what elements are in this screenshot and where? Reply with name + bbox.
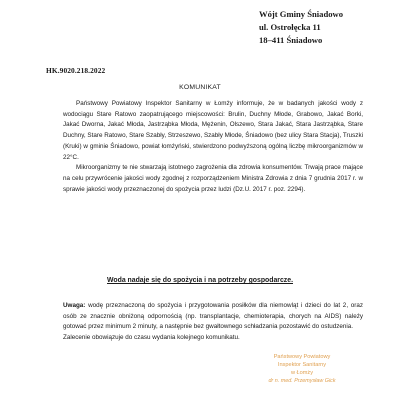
paragraph-assessment: Mikroorganizmy te nie stwarzają istotnego zagrożenia dla zdrowia konsumentów. Trwają prace mające na celu przywrócenie jakości wody zgodnej z rozporządzeniem Ministra Zdrowia z dnia 7 grudnia 2017 r. w sprawie jakości wody przeznaczonej do spożycia przez ludzi (Dz.U. 2017 r. poz. 2294). <box>63 164 363 193</box>
official-stamp <box>232 353 372 385</box>
stamp-line-1: Państwowy Powiatowy <box>273 354 331 360</box>
warning-paragraph <box>63 301 363 333</box>
warning-text: wodę przeznaczoną do spożycia i przygotowania posiłków dla niemowląt i dzieci do lat 2, oraz osób ze znacznie obniżoną odpornością (np. transplantacje, chemioterapia, chorych na AIDS) należy gotować przez minimum 2 minuty, a następnie bez gwałtownego schładzania pozostawić do ostudzenia. <box>63 302 363 331</box>
stamp-line-2: Inspektor Sanitarny <box>277 362 327 368</box>
paragraph-findings: Państwowy Powiatowy Inspektor Sanitarny w Łomży informuje, że w badanych jakości wody z wodociągu Stare Ratowo zaopatrującego miejscowości: Brulin, Duchny Młode, Grabowo, Jakać Borki, Jakać Dworna, Jakać Młoda, Jastrząbka Młoda, Mężenin, Olszewo, Stara Jakać, Stara Jastrząbka, Stare Duchny, Stare Ratowo, Stare Szabły, Strzeszewo, Szabły Młode, Śniadowo (bez ulicy Stara Stacja), Truszki (Kruki) w gminie Śniadowo, powiat łomżyński, stwierdzono podwyższoną ogólną liczbę mikroorganizmów w 22°C. <box>63 100 363 161</box>
warning-label: Uwaga: <box>63 302 86 309</box>
reference-number: HK.9020.218.2022 <box>46 66 106 75</box>
recommendation-text: Zalecenie obowiązuje do czasu wydania kolejnego komunikatu. <box>63 334 240 342</box>
document-title: KOMUNIKAT <box>179 84 221 91</box>
usability-statement: Woda nadaje się do spożycia i na potrzeby gospodarcze. <box>107 277 293 284</box>
addressee-city: 18–411 Śniadowo <box>259 35 323 45</box>
main-body <box>63 99 363 195</box>
stamp-signatory: dr n. med. Przemysław Gick <box>268 378 336 384</box>
addressee-street: ul. Ostrołęcka 11 <box>259 22 321 32</box>
addressee-name: Wójt Gminy Śniadowo <box>259 9 344 19</box>
addressee-block <box>259 8 343 47</box>
stamp-line-3: w Łomży <box>290 370 314 376</box>
warning-block <box>63 301 363 344</box>
